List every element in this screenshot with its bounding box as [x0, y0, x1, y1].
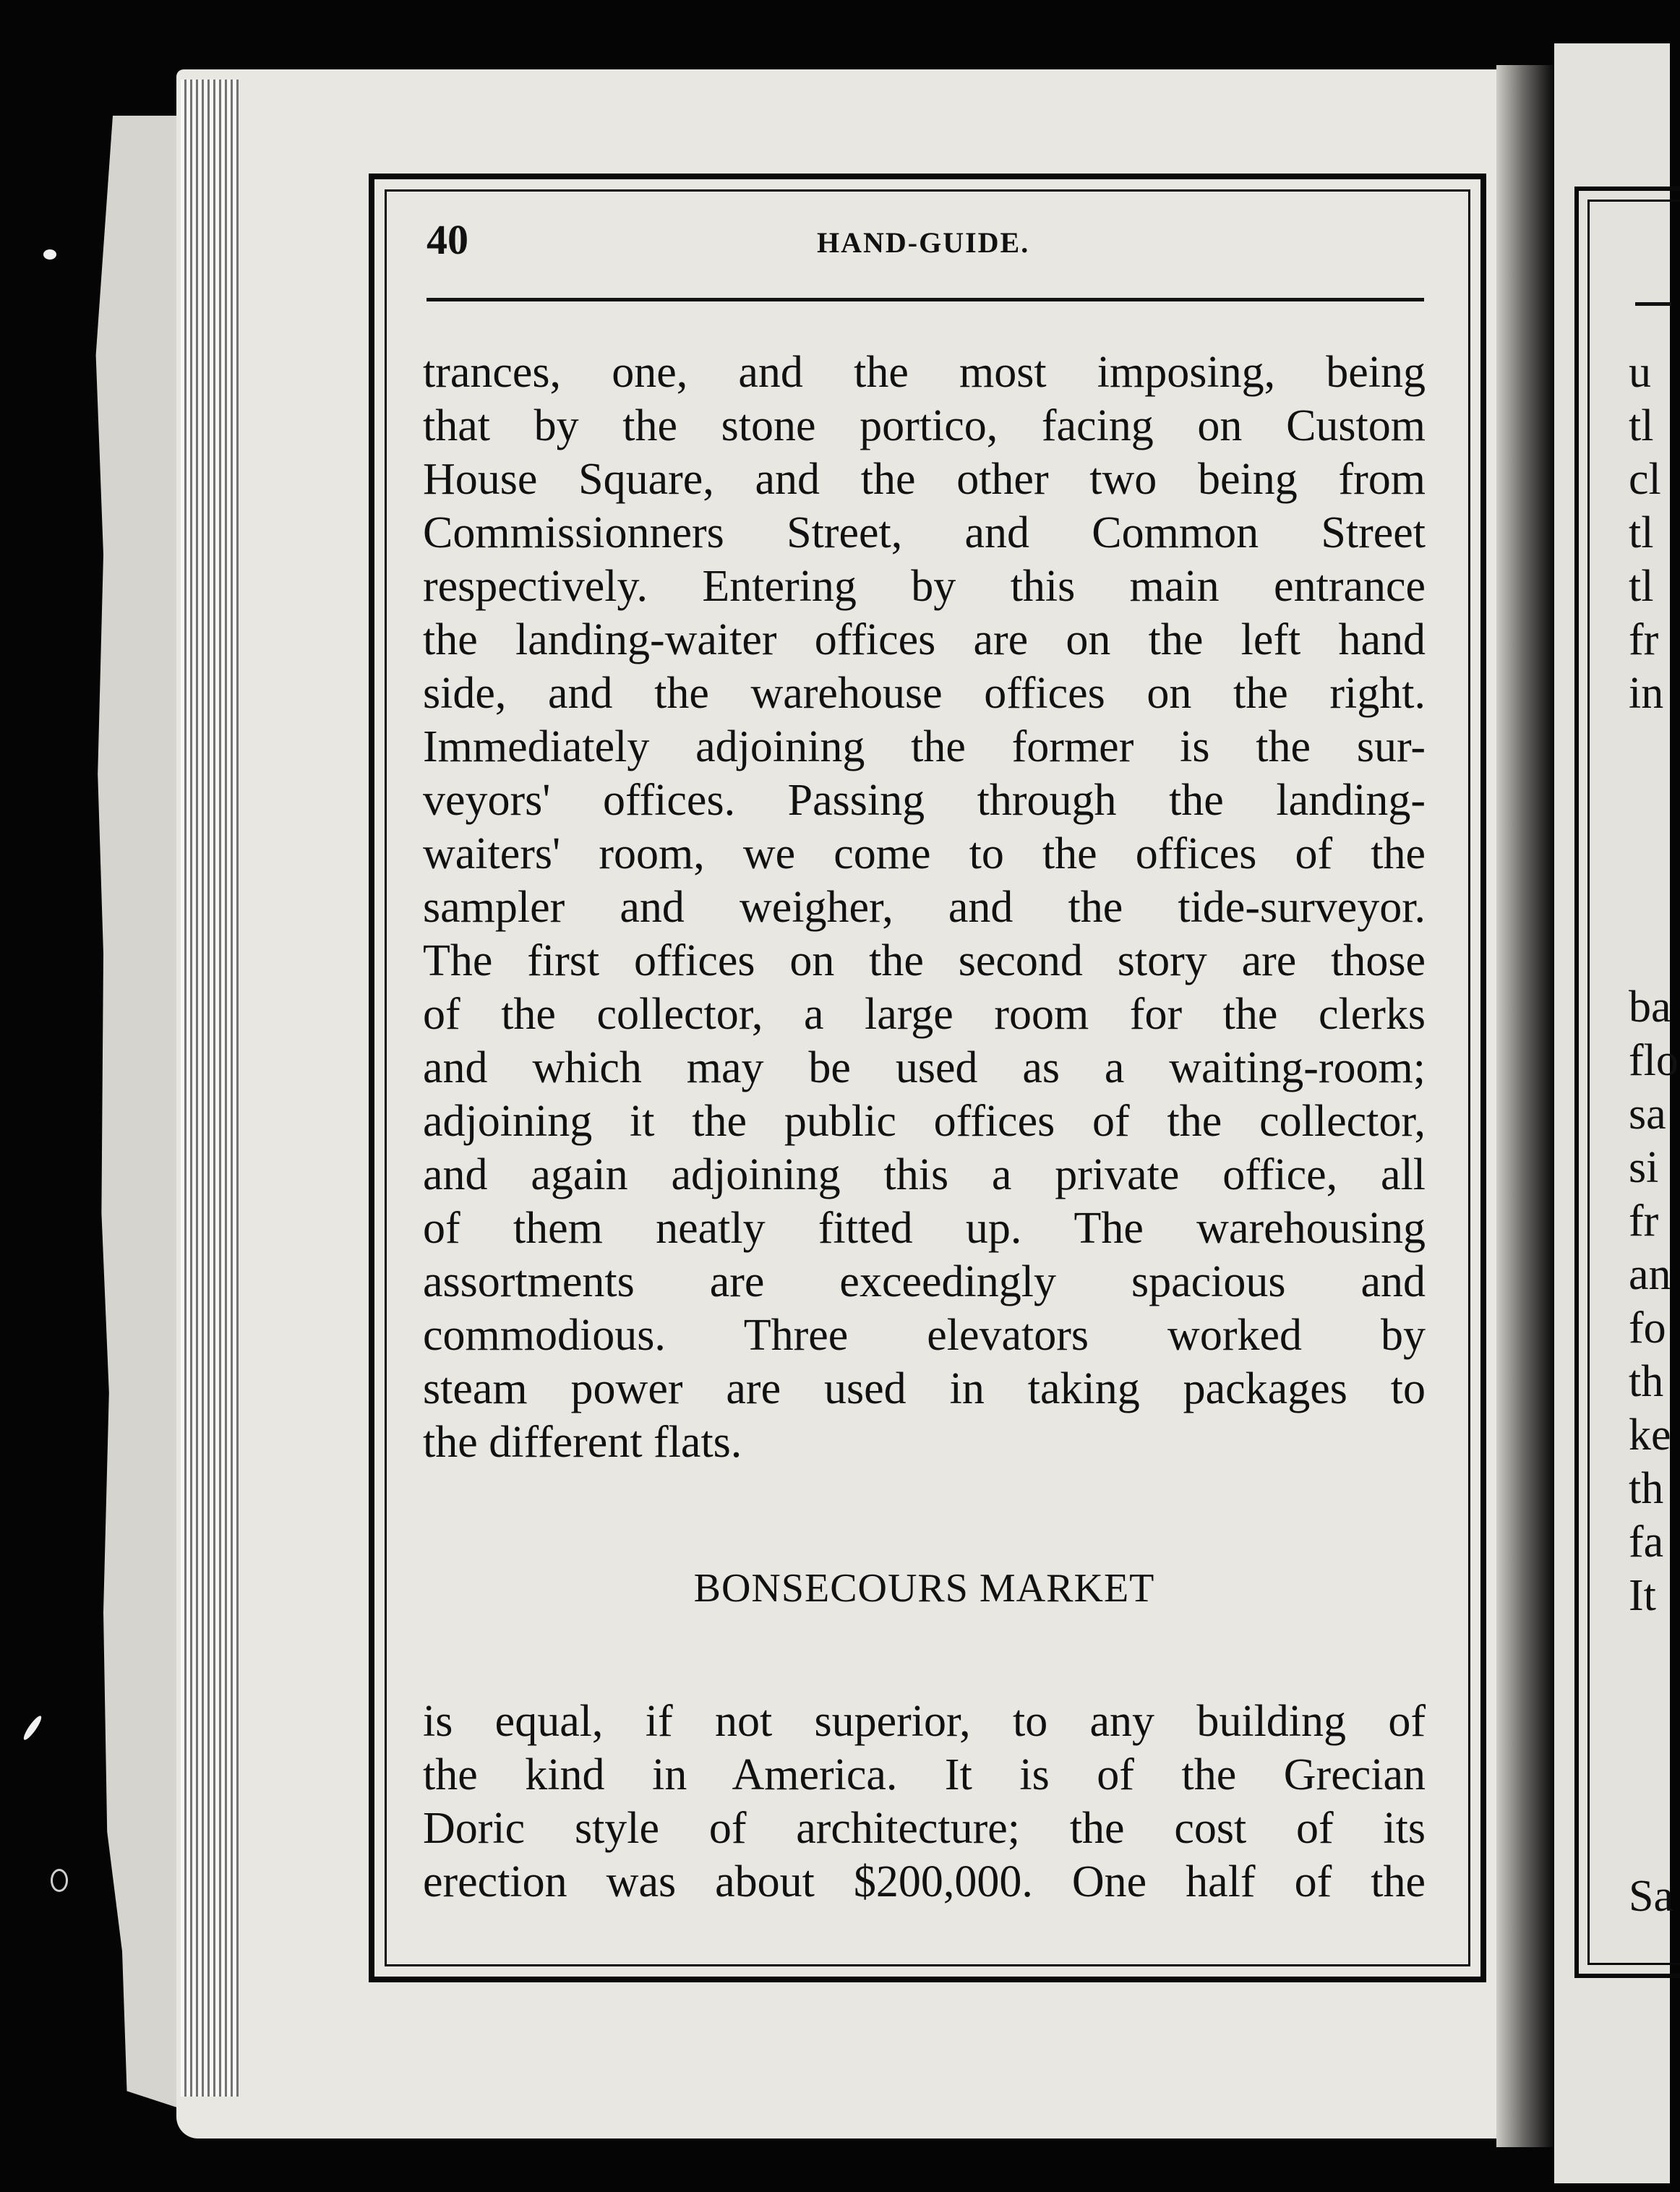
- right-line-fragment: u: [1629, 348, 1651, 397]
- body-line: steam power are used in taking packages to: [423, 1364, 1426, 1413]
- body-line: adjoining it the public offices of the collector,: [423, 1097, 1426, 1146]
- body-line: House Square, and the other two being from: [423, 455, 1426, 504]
- right-line-fragment: fr: [1629, 615, 1659, 664]
- right-line-fragment: ba: [1629, 982, 1671, 1032]
- page-stack-edges: [181, 80, 239, 2097]
- body-line: trances, one, and the most imposing, being: [423, 348, 1426, 397]
- page-number: 40: [427, 216, 468, 263]
- body-line: assortments are exceedingly spacious and: [423, 1257, 1426, 1306]
- right-line-fragment: si: [1629, 1143, 1659, 1192]
- right-line-fragment: tl: [1629, 508, 1654, 557]
- right-line-fragment: tl: [1629, 401, 1654, 450]
- body-line: The first offices on the second story are those: [423, 936, 1426, 985]
- body-line: the different flats.: [423, 1418, 742, 1467]
- right-line-fragment: fa: [1629, 1517, 1664, 1567]
- right-line-fragment: It: [1629, 1571, 1656, 1620]
- body-line: Commissionners Street, and Common Street: [423, 508, 1426, 557]
- right-line-fragment: cl: [1629, 455, 1661, 504]
- scan-speck: [21, 1714, 43, 1742]
- right-header-rule: [1635, 302, 1671, 306]
- body-line: the kind in America. It is of the Grecian: [423, 1750, 1426, 1799]
- body-line: respectively. Entering by this main entrance: [423, 562, 1426, 611]
- body-line: sampler and weigher, and the tide-surveyor.: [423, 883, 1426, 932]
- right-line-fragment: fo: [1629, 1303, 1666, 1353]
- right-line-fragment: flo: [1629, 1036, 1679, 1085]
- section-heading: BONSECOURS MARKET: [693, 1566, 1155, 1611]
- body-line: waiters' room, we come to the offices of the: [423, 829, 1426, 878]
- body-line: commodious. Three elevators worked by: [423, 1311, 1426, 1360]
- right-line-fragment: ke: [1629, 1410, 1671, 1460]
- right-line-fragment: Sa: [1629, 1872, 1673, 1921]
- body-line: and which may be used as a waiting-room;: [423, 1043, 1426, 1092]
- body-line: of them neatly fitted up. The warehousing: [423, 1204, 1426, 1253]
- body-line: veyors' offices. Passing through the landing-: [423, 776, 1426, 825]
- right-line-fragment: fr: [1629, 1196, 1659, 1246]
- right-line-fragment: an: [1629, 1250, 1671, 1299]
- body-line: of the collector, a large room for the clerks: [423, 990, 1426, 1039]
- right-line-fragment: tl: [1629, 562, 1654, 611]
- body-line: Doric style of architecture; the cost of its: [423, 1804, 1426, 1853]
- body-line: Immediately adjoining the former is the sur-: [423, 722, 1426, 771]
- right-line-fragment: th: [1629, 1357, 1664, 1406]
- running-head: HAND-GUIDE.: [817, 226, 1030, 259]
- book-gutter: [1496, 65, 1554, 2147]
- scan-speck: [51, 1869, 68, 1892]
- body-line: is equal, if not superior, to any building of: [423, 1697, 1426, 1746]
- body-line: that by the stone portico, facing on Custom: [423, 401, 1426, 450]
- body-line: side, and the warehouse offices on the right.: [423, 669, 1426, 718]
- right-line-fragment: in: [1629, 669, 1664, 718]
- header-rule: [427, 298, 1424, 301]
- right-line-fragment: sa: [1629, 1089, 1666, 1139]
- body-line: the landing-waiter offices are on the left hand: [423, 615, 1426, 664]
- body-line: and again adjoining this a private office, all: [423, 1150, 1426, 1199]
- scan-speck: [43, 249, 56, 260]
- body-line: erection was about $200,000. One half of the: [423, 1857, 1426, 1906]
- page-edge-torn: [94, 116, 188, 2111]
- right-line-fragment: th: [1629, 1464, 1664, 1513]
